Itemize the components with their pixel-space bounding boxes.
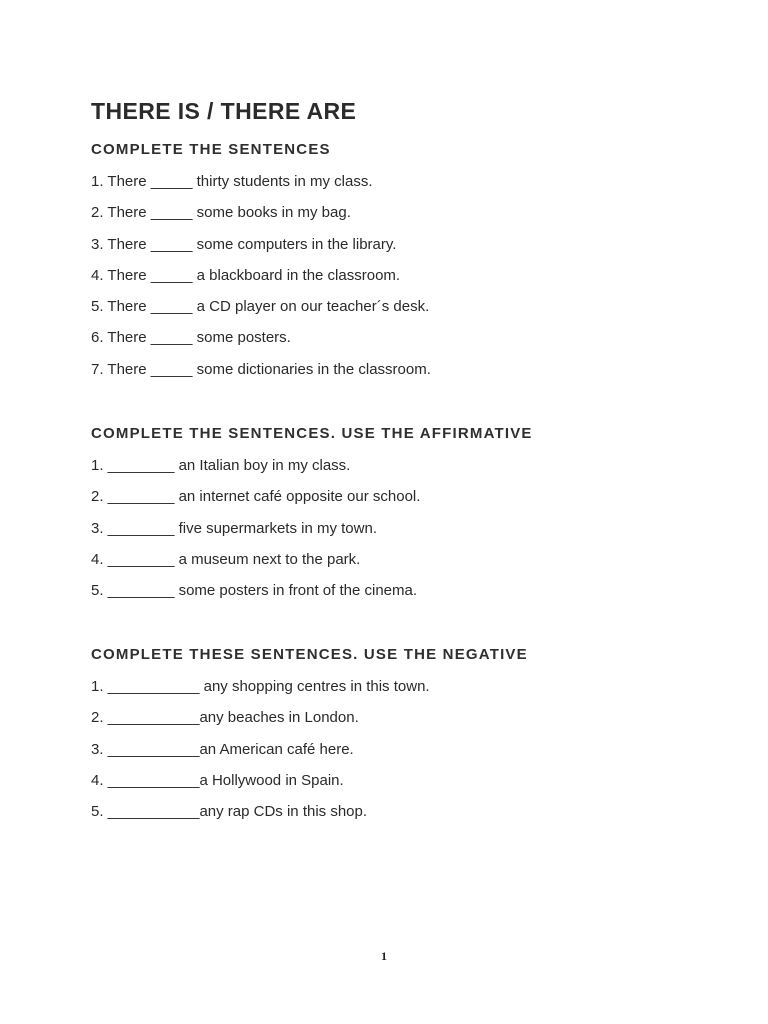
exercise-item-4: 4. ________ a museum next to the park. <box>91 550 361 568</box>
exercise-item-2: 2. ________ an internet café opposite our school. <box>91 488 421 506</box>
exercise-item-5: 5. There _____ a CD player on our teacher´s desk. <box>91 298 430 316</box>
exercise-list <box>91 457 731 613</box>
exercise-item-1: 1. There _____ thirty students in my class. <box>91 173 373 190</box>
section-complete-sentences <box>91 141 731 392</box>
section-heading: COMPLETE THE SENTENCES <box>91 141 331 158</box>
exercise-item-4: 4. There _____ a blackboard in the classroom. <box>91 266 401 284</box>
exercise-list <box>91 678 731 834</box>
section-heading: COMPLETE THE SENTENCES. USE THE AFFIRMATIVE <box>91 425 533 442</box>
exercise-item-3: 3. ___________an American café here. <box>91 740 354 758</box>
section-heading: COMPLETE THESE SENTENCES. USE THE NEGATIVE <box>91 646 528 663</box>
section-negative <box>91 646 731 834</box>
exercise-item-1: 1. ________ an Italian boy in my class. <box>91 457 351 474</box>
exercise-item-2: 2. ___________any beaches in London. <box>91 709 359 727</box>
exercise-item-5: 5. ________ some posters in front of the cinema. <box>91 582 418 600</box>
exercise-item-2: 2. There _____ some books in my bag. <box>91 204 351 222</box>
exercise-item-3: 3. ________ five supermarkets in my town. <box>91 519 377 537</box>
page-number: 1 <box>381 949 387 963</box>
exercise-item-3: 3. There _____ some computers in the library. <box>91 235 397 253</box>
page-title: THERE IS / THERE ARE <box>91 98 357 124</box>
exercise-item-1: 1. ___________ any shopping centres in this town. <box>91 678 430 695</box>
exercise-item-4: 4. ___________a Hollywood in Spain. <box>91 771 344 789</box>
section-affirmative <box>91 425 731 613</box>
exercise-item-7: 7. There _____ some dictionaries in the classroom. <box>91 360 431 378</box>
exercise-list <box>91 173 731 392</box>
exercise-item-5: 5. ___________any rap CDs in this shop. <box>91 803 368 821</box>
exercise-item-6: 6. There _____ some posters. <box>91 329 291 347</box>
